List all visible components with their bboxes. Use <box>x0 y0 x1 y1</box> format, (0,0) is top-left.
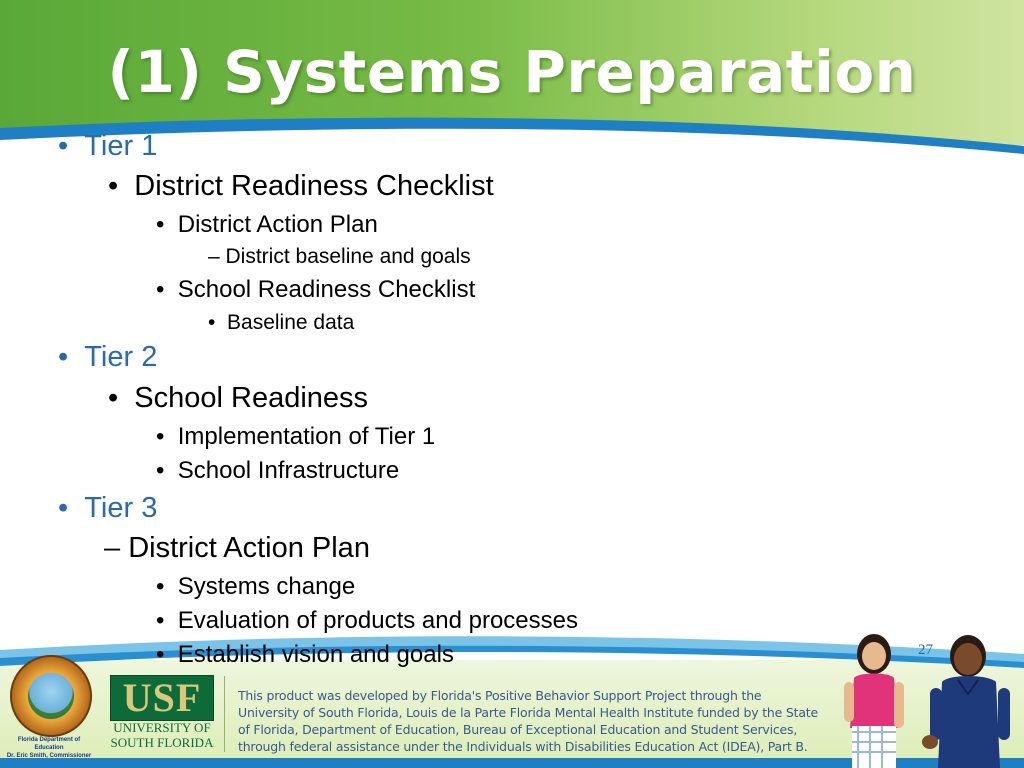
bullet-icon: • <box>208 311 228 334</box>
bullet-icon: • <box>58 130 85 162</box>
outline-tier3-sub2: • Evaluation of products and processes <box>156 607 578 634</box>
outline-tier3-item: – District Action Plan <box>104 532 370 564</box>
tier2-label: Tier 2 <box>84 341 158 373</box>
outline-tier3 <box>58 492 157 525</box>
bullet-icon: • <box>156 641 178 668</box>
usf-name: UNIVERSITY OF SOUTH FLORIDA <box>110 720 214 750</box>
seal-caption: Florida Department of Education Dr. Eric Smith, Commissioner <box>6 737 92 759</box>
slide-title: (1) Systems Preparation <box>107 38 917 106</box>
tier1-label: Tier 1 <box>84 130 158 162</box>
outline-tier2 <box>58 341 157 374</box>
bullet-icon: • <box>156 457 178 484</box>
children-photo <box>838 632 1024 768</box>
bullet-icon: • <box>156 276 178 303</box>
outline-tier1-item: • District Readiness Checklist <box>108 170 494 202</box>
credit-text: This product was developed by Florida's Positive Behavior Support Project through the University of South Florida, Louis de la Parte Florida Mental Health Institute funded by the State of Florida, Department of Education, Bureau of Exceptional Education and Student Services, through federal assistance under the Individuals with Disabilities Education Act (IDEA), Part B. <box>238 688 818 754</box>
usf-logo-text: USF <box>122 675 202 720</box>
dash-icon: – <box>104 532 129 564</box>
outline-tier2-sub2: • School Infrastructure <box>156 457 400 484</box>
bullet-icon: • <box>108 382 135 414</box>
outline-tier1-sub1-detail: – District baseline and goals <box>208 245 471 268</box>
florida-seal-logo <box>10 655 92 737</box>
bullet-icon: • <box>156 211 178 238</box>
footer-divider <box>224 676 225 752</box>
outline-tier1-sub2: • School Readiness Checklist <box>156 276 476 303</box>
bullet-icon: • <box>108 170 135 202</box>
page-number: 27 <box>918 642 933 658</box>
bullet-icon: • <box>58 341 85 373</box>
tier3-label: Tier 3 <box>84 492 158 524</box>
seal-center-icon <box>28 673 74 719</box>
outline-tier2-sub1: • Implementation of Tier 1 <box>156 423 436 450</box>
outline-tier1 <box>58 130 157 163</box>
bullet-icon: • <box>58 492 85 524</box>
outline-tier1-sub2-detail: • Baseline data <box>208 311 355 334</box>
dash-icon: – <box>208 245 226 268</box>
outline-tier3-sub1: • Systems change <box>156 573 356 600</box>
outline-tier3-sub3: • Establish vision and goals <box>156 641 454 668</box>
outline-tier1-sub1: • District Action Plan <box>156 211 378 238</box>
bullet-icon: • <box>156 607 178 634</box>
usf-logo <box>110 675 214 721</box>
bullet-icon: • <box>156 573 178 600</box>
bullet-icon: • <box>156 423 178 450</box>
outline-tier2-item: • School Readiness <box>108 382 369 414</box>
